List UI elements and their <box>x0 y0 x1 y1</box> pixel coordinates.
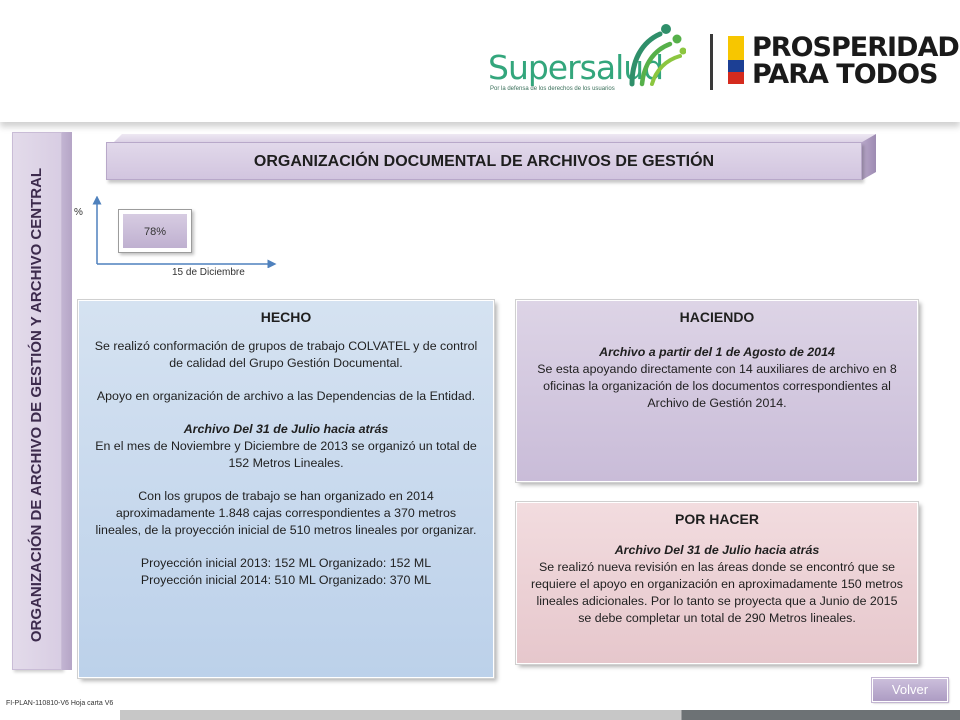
hecho-panel <box>78 300 494 678</box>
prosperidad-line1: PROSPERIDAD <box>752 32 959 63</box>
chart-x-axis-label: 15 de Diciembre <box>172 267 245 278</box>
supersalud-logo <box>488 20 688 100</box>
progress-value: 78% <box>123 214 187 248</box>
prosperidad-line2: PARA TODOS <box>752 59 938 90</box>
por-hacer-panel <box>516 502 918 664</box>
bottom-strip <box>0 710 960 720</box>
chart-y-axis-label: % <box>74 207 83 218</box>
header <box>0 0 960 122</box>
title-bar-side-face <box>862 134 876 180</box>
title-bar <box>106 142 862 180</box>
hecho-paragraph: Apoyo en organización de archivo a las Dependencias de la Entidad. <box>96 389 476 403</box>
colombia-flag-icon <box>728 36 744 84</box>
volver-button[interactable]: Volver <box>872 678 948 702</box>
side-bar-edge <box>62 132 72 670</box>
haciendo-panel <box>516 300 918 482</box>
side-bar-label: ORGANIZACIÓN DE ARCHIVO DE GESTIÓN Y ARCHIVO CENTRAL <box>28 167 45 643</box>
hecho-paragraph: En el mes de Noviembre y Diciembre de 2013 se organizó un total de 152 Metros Lineales. <box>95 439 477 470</box>
supersalud-mark-icon <box>626 20 686 90</box>
por-hacer-paragraph: Se realizó nueva revisión en las áreas donde se encontró que se requiere el apoyo en organización en aproximadamente 150 metros lineales adicionales. Por lo tanto se proyecta que a Junio de 2015 se debe completar un total de 290 Metros lineales. <box>531 560 903 625</box>
por-hacer-subheading: Archivo Del 31 de Julio hacia atrás <box>614 543 820 557</box>
page-title: ORGANIZACIÓN DOCUMENTAL DE ARCHIVOS DE GESTIÓN <box>253 153 715 170</box>
haciendo-paragraph: Se esta apoyando directamente con 14 auxiliares de archivo en 8 oficinas la organización de los documentos correspondientes al Archivo de Gestión 2014. <box>537 362 897 410</box>
document-code: FI-PLAN-110810-V6 Hoja carta V6 <box>6 700 114 707</box>
logo-divider <box>710 34 713 90</box>
hecho-paragraph: Se realizó conformación de grupos de trabajo COLVATEL y de control de calidad del Grupo Gestión Documental. <box>94 339 478 370</box>
progress-bar <box>118 209 192 253</box>
supersalud-tagline: Por la defensa de los derechos de los usuarios <box>490 86 615 92</box>
hecho-subheading: Archivo Del 31 de Julio hacia atrás <box>183 422 389 436</box>
haciendo-heading: HACIENDO <box>679 309 755 325</box>
hecho-heading: HECHO <box>260 309 312 325</box>
hecho-projection: Proyección inicial 2014: 510 ML Organizado: 370 ML <box>140 573 432 587</box>
prosperidad-logo <box>752 34 959 88</box>
supersalud-name: Supersalud <box>488 48 664 87</box>
haciendo-subheading: Archivo a partir del 1 de Agosto de 2014 <box>599 345 835 359</box>
bottom-strip-gap <box>0 710 120 720</box>
por-hacer-heading: POR HACER <box>674 511 759 527</box>
hecho-projection: Proyección inicial 2013: 152 ML Organizado: 152 ML <box>140 556 432 570</box>
title-bar-top-face <box>114 134 876 142</box>
hecho-paragraph: Con los grupos de trabajo se han organizado en 2014 aproximadamente 1.848 cajas correspondientes a 370 metros lineales, de la proyección inicial de 510 metros lineales por organizar. <box>95 489 477 537</box>
